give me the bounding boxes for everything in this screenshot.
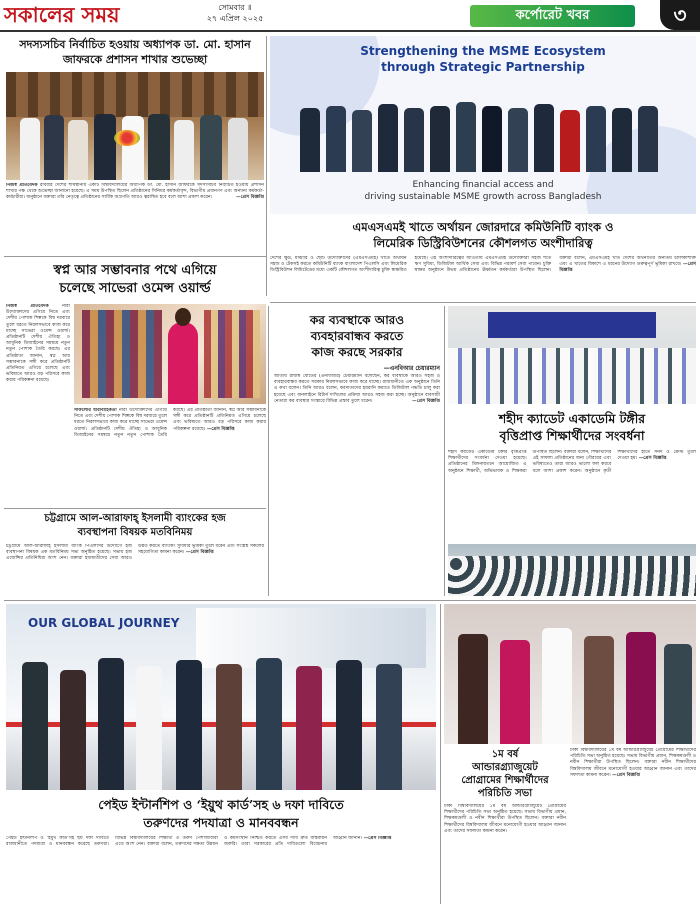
story4-attribution: —এনবিআর চেয়ারম্যান	[383, 365, 440, 372]
stage-banner	[488, 312, 656, 338]
masthead-logo: সকালের সময়	[4, 2, 120, 27]
person	[228, 118, 248, 180]
person	[584, 636, 614, 744]
story5-footer: —প্রেস বিজ্ঞপ্তি	[185, 550, 214, 556]
person	[136, 666, 162, 790]
person	[94, 114, 116, 180]
story3-headline-line2: চলেছে সাভেরা ওমেন্স ওয়ার্ল্ড	[59, 281, 211, 296]
banner-sub-1: Enhancing financial access and	[412, 180, 554, 190]
story8-body	[6, 836, 436, 906]
story2-photo-banner	[270, 36, 696, 214]
story5-body	[6, 544, 264, 596]
person	[612, 108, 632, 172]
story4-headline-line1: কর ব্যবস্থাকে আরও	[309, 313, 405, 327]
person	[626, 632, 656, 744]
story6-photo	[448, 306, 696, 404]
clothing-rack	[204, 310, 260, 398]
story1-body-text: রবিবার দেশের শীর্ষস্থানীয় একটি বিশ্ববিদ্যালয়ের অধ্যাপক ডা. মো. হাসান জাফরকে সদস্যসচিব নির্বাচিত হওয়ায় প্রশাসন শাখার পক্ষ থেকে শুভেচ্ছা জানানো হয়েছে। এ সময় উপস্থিত ছিলেন প্রতিষ্ঠানের সিনিয়র কর্মকর্তাবৃন্দ, বিভাগীয় প্রধানগণ এবং অন্যান্য কর্মকর্তা-কর্মচারীরা। অনুষ্ঠানে বক্তারা তাঁর নেতৃত্বে প্রতিষ্ঠানের সার্বিক অগ্রগতি আরও ত্বরান্বিত হবে বলে আশা প্রকাশ করেন।	[6, 183, 264, 201]
person	[122, 116, 144, 180]
bouquet	[114, 130, 140, 146]
person	[352, 110, 372, 172]
story2-headline-line2: লিমেরিক ডিস্ট্রিবিউশনের কৌশলগত অংশীদারিত্ব	[373, 236, 593, 250]
section-divider	[4, 256, 266, 257]
story5-headline-line1: চট্টগ্রামে আল-আরাফাহ্ ইসলামী ব্যাংকের হজ	[44, 513, 226, 524]
story3-footer: —প্রেস বিজ্ঞপ্তি	[206, 426, 235, 432]
person	[256, 658, 282, 790]
story2-body-text: দেশের ক্ষুদ্র, মাঝারি ও ছোট উদ্যোক্তাদের (এমএসএমই) খাতে অর্থায়ন সহজ ও টেকসই করতে কমিউনিটি ব্যাংক বাংলাদেশ পিএলসি এবং লিমেরিক ডিস্ট্রিবিউশন লিমিটেডের মধ্যে একটি কৌশলগত অংশীদারিত্ব চুক্তি স্বাক্ষরিত হয়েছে। এই অংশীদারিত্বের আওতায় এমএসএমই উদ্যোক্তারা সহজ শর্তে ঋণ সুবিধা, ডিজিটাল আর্থিক সেবা এবং বিভিন্ন পরামর্শ সেবা পাবেন। চুক্তি স্বাক্ষর অনুষ্ঠানে উভয় প্রতিষ্ঠানের ঊর্ধ্বতন কর্মকর্তারা উপস্থিত ছিলেন। বক্তারা বলেন, এমএসএমই খাত দেশের অর্থনীতির অন্যতম চালিকাশক্তি এবং এ খাতের বিকাশে এ ধরনের উদ্যোগ গুরুত্বপূর্ণ ভূমিকা রাখবে।	[270, 256, 696, 274]
story3-byline: নিজস্ব প্রতিবেদক	[6, 304, 49, 309]
story7-headline-line1: ১ম বর্ষ	[491, 749, 519, 760]
person	[176, 660, 202, 790]
person	[586, 106, 606, 172]
backdrop-panel	[196, 608, 426, 668]
person	[60, 670, 86, 790]
story7-body-left	[444, 804, 566, 904]
story4-body	[274, 374, 440, 596]
column-divider	[266, 36, 267, 296]
audience-rows	[448, 348, 696, 404]
story3-body-text: নারী উদ্যোক্তাদের এগিয়ে নিতে এবং দেশীয় পোশাক শিল্পকে বিশ্ব দরবারে তুলে ধরতে নিরলসভাবে কাজ করে যাচ্ছে সাভেরা ওমেন্স ওয়ার্ল্ড। প্রতিষ্ঠানটি দেশীয় ঐতিহ্য ও আধুনিক ডিজাইনের সমন্বয়ে নতুন নতুন পোশাক তৈরি করছে। এর প্রতিষ্ঠাতা জানান, স্বপ্ন আর সম্ভাবনাকে সঙ্গী করে প্রতিষ্ঠানটি প্রতিনিয়ত এগিয়ে চলেছে এবং ভবিষ্যতে আরও বড় পরিসরে কাজ করার পরিকল্পনা রয়েছে।	[6, 304, 70, 384]
story6-photo-crowd	[448, 544, 696, 596]
story4-footer: —প্রেস বিজ্ঞপ্তি	[412, 398, 440, 404]
story7-body-text-cont: ঢাকা বিশ্ববিদ্যালয়ের ১ম বর্ষ আন্ডারগ্র্যাজুয়েট প্রোগ্রামের শিক্ষার্থীদের পরিচিতি সভা অনুষ্ঠিত হয়েছে। সভায় বিভাগীয় প্রধান, শিক্ষকমণ্ডলী ও নবীন শিক্ষার্থীরা উপস্থিত ছিলেন। বক্তারা নবীন শিক্ষার্থীদের বিশ্ববিদ্যালয় জীবনে মনোযোগী হওয়ার আহ্বান জানান এবং তাদের সফলতা কামনা করেন।	[570, 748, 696, 778]
story8-headline-line1: পেইড ইন্টার্নশিপ ও ‘ইয়ুথ কার্ড’সহ ৬ দফা দাবিতে	[98, 797, 344, 812]
story4-body-text: জাতীয় রাজস্ব বোর্ডের (এনবিআর) চেয়ারম্যান বলেছেন, কর ব্যবস্থাকে আরও সহজ ও ব্যবহারবান্ধব করতে সরকার নিরলসভাবে কাজ করে যাচ্ছে। রাজধানীতে এক অনুষ্ঠানে তিনি এ কথা বলেন। তিনি আরও বলেন, করদাতাদের হয়রানি কমাতে ডিজিটাল পদ্ধতি চালু করা হয়েছে এবং অনলাইনে রিটার্ন দাখিলের প্রক্রিয়া আরও সহজ করা হচ্ছে। অনুষ্ঠানে ব্যবসায়ী নেতারা কর ব্যবস্থার সংস্কারে বিভিন্ন প্রস্তাব তুলে ধরেন।	[274, 374, 440, 404]
person	[458, 634, 488, 744]
person	[300, 108, 320, 172]
story3-subhead: সাফল্যের ধারাবাহিকতা	[74, 408, 117, 413]
person	[336, 660, 362, 790]
person	[376, 664, 402, 790]
person	[542, 628, 572, 744]
person	[560, 110, 580, 172]
header-date	[150, 2, 320, 27]
story8-photo	[6, 604, 436, 790]
story7-footer: —প্রেস বিজ্ঞপ্তি	[612, 772, 641, 778]
page-number: ৩	[660, 0, 700, 30]
story8-headline-line2: তরুণদের পদযাত্রা ও মানববন্ধন	[143, 815, 299, 830]
section-label-corporate: কর্পোরেট খবর	[470, 5, 635, 27]
story6-body	[448, 450, 696, 540]
person	[508, 108, 528, 172]
person	[200, 115, 222, 180]
person	[500, 640, 530, 744]
story3-headline-line1: স্বপ্ন আর সম্ভাবনার পথে এগিয়ে	[53, 263, 217, 278]
header-divider	[0, 30, 700, 32]
story6-body-text: শহীদ ক্যাডেট একাডেমি টঙ্গীর বৃত্তিপ্রাপ্ত শিক্ষার্থীদের সংবর্ধনা দেওয়া হয়েছে। প্রতিষ্ঠানের মিলনায়তনে আয়োজিত এ অনুষ্ঠানে শিক্ষার্থী, অভিভাবক ও শিক্ষকরা উপস্থিত ছিলেন। বক্তারা বলেন, শিক্ষার্থীদের এই সাফল্য প্রতিষ্ঠানের জন্য গৌরবের এবং ভবিষ্যতেও তারা আরও ভালো ফল করবে বলে আশা প্রকাশ করেন। অনুষ্ঠানে কৃতী শিক্ষার্থীদের হাতে সনদ ও ক্রেস্ট তুলে দেওয়া হয়।	[448, 450, 696, 474]
shelf-backdrop	[6, 72, 264, 117]
story1-body	[6, 183, 264, 253]
banner-sub-2: driving sustainable MSME growth across Bangladesh	[364, 192, 602, 202]
column-divider	[268, 306, 269, 596]
story7-headline-line4: পরিচিতি সভা	[477, 788, 533, 799]
story8-footer: —প্রেস বিজ্ঞপ্তি	[363, 836, 392, 841]
story5-body-text: চট্টগ্রামে আল-আরাফাহ্ ইসলামী ব্যাংক পিএলসির উদ্যোগে হজ ব্যবস্থাপনা বিষয়ক এক মতবিনিময় সভা অনুষ্ঠিত হয়েছে। সভায় হজ এজেন্সির প্রতিনিধিরা অংশ নেন। বক্তারা হজযাত্রীদের সেবা আরও উন্নত করতে ব্যাংকিং সুবিধার ভূমিকা তুলে ধরেন এবং সংশ্লিষ্ট সকলের সহযোগিতা কামনা করেন।	[6, 544, 264, 562]
story7-headline-line3: প্রোগ্রামের শিক্ষার্থীদের	[461, 775, 549, 786]
story3-photo	[74, 304, 266, 404]
person	[148, 114, 170, 180]
woman-head	[175, 308, 191, 326]
story8-body-text: পেইড ইন্টার্নশিপ ও ‘ইয়ুথ কার্ড’সহ ছয় দফা দাবিতে রাজধানীতে পদযাত্রা ও মানববন্ধন করেছে তরুণরা। বিভিন্ন বিশ্ববিদ্যালয়ের শিক্ষার্থী ও তরুণ পেশাজীবীরা এতে অংশ নেন। বক্তারা বলেন, তরুণদের দক্ষতা উন্নয়ন ও কর্মসংস্থান নিশ্চিত করতে এসব দাবি দ্রুত বাস্তবায়ন জরুরি। তারা সরকারের প্রতি দাবিগুলো বিবেচনার আহ্বান জানান।	[6, 836, 363, 848]
person	[664, 644, 692, 744]
banner-title-1: Strengthening the MSME Ecosystem	[360, 44, 606, 58]
story7-photo	[444, 604, 696, 744]
column-divider	[444, 306, 445, 596]
story6-footer: —প্রেস বিজ্ঞপ্তি	[638, 456, 667, 462]
header-weekday: সোমবার ॥	[218, 3, 252, 12]
story1-byline: নিজস্ব প্রতিবেদক	[6, 183, 38, 188]
person	[482, 106, 502, 172]
section-divider	[4, 508, 266, 509]
woman-figure	[168, 322, 198, 404]
people-group	[300, 98, 666, 172]
column-divider	[440, 604, 441, 904]
person	[216, 664, 242, 790]
person	[326, 106, 346, 172]
person	[378, 104, 398, 172]
person	[174, 120, 194, 180]
person	[98, 658, 124, 790]
person	[638, 106, 658, 172]
story5-headline-line2: ব্যবস্থাপনা বিষয়ক মতবিনিময়	[77, 527, 193, 538]
photo-banner-text: OUR GLOBAL JOURNEY	[28, 616, 180, 630]
person	[430, 106, 450, 172]
story7-body-text: ঢাকা বিশ্ববিদ্যালয়ের ১ম বর্ষ আন্ডারগ্র্যাজুয়েট প্রোগ্রামের শিক্ষার্থীদের পরিচিতি সভা অনুষ্ঠিত হয়েছে। সভায় বিভাগীয় প্রধান, শিক্ষকমণ্ডলী ও নবীন শিক্ষার্থীরা উপস্থিত ছিলেন। বক্তারা নবীন শিক্ষার্থীদের বিশ্ববিদ্যালয় জীবনে মনোযোগী হওয়ার আহ্বান জানান এবং তাদের সফলতা কামনা করেন।	[444, 804, 566, 834]
person	[20, 118, 40, 180]
section-divider	[270, 302, 696, 303]
story1-footer: —প্রেস বিজ্ঞপ্তি	[236, 195, 264, 201]
story1-headline-line1: সদস্যসচিব নির্বাচিত হওয়ায় অধ্যাপক ডা. মো. হাসান	[19, 38, 251, 51]
story2-body	[270, 256, 696, 300]
person	[44, 115, 64, 180]
story1-photo	[6, 72, 264, 180]
story1-headline	[6, 37, 264, 67]
person	[456, 102, 476, 172]
story1-headline-line2: জাফরকে প্রশাসন শাখার শুভেচ্ছা	[62, 53, 208, 66]
person	[404, 108, 424, 172]
story3-body-text-cont: নারী উদ্যোক্তাদের এগিয়ে নিতে এবং দেশীয় পোশাক শিল্পকে বিশ্ব দরবারে তুলে ধরতে নিরলসভাবে কাজ করে যাচ্ছে সাভেরা ওমেন্স ওয়ার্ল্ড। প্রতিষ্ঠানটি দেশীয় ঐতিহ্য ও আধুনিক ডিজাইনের সমন্বয়ে নতুন নতুন পোশাক তৈরি করছে। এর প্রতিষ্ঠাতা জানান, স্বপ্ন আর সম্ভাবনাকে সঙ্গী করে প্রতিষ্ঠানটি প্রতিনিয়ত এগিয়ে চলেছে এবং ভবিষ্যতে আরও বড় পরিসরে কাজ করার পরিকল্পনা রয়েছে।	[74, 408, 266, 438]
story2-footer: —প্রেস বিজ্ঞপ্তি	[559, 262, 696, 274]
banner-title-2: through Strategic Partnership	[381, 60, 585, 74]
person	[296, 666, 322, 790]
story3-body-right	[74, 408, 266, 504]
story4-headline-line2: ব্যবহারবান্ধব করতে	[310, 329, 404, 343]
story3-body-left	[6, 304, 70, 504]
story4-headline-line3: কাজ করছে সরকার	[311, 345, 403, 359]
story6-headline-line1: শহীদ ক্যাডেট একাডেমি টঙ্গীর	[498, 411, 646, 426]
story2-headline-line1: এমএসএমই খাতে অর্থায়ন জোরদারে কমিউনিটি ব্যাংক ও	[352, 220, 614, 234]
section-divider	[4, 600, 696, 601]
crowd	[448, 556, 696, 596]
person	[22, 662, 48, 790]
header-date-text: ২৭ এপ্রিল ২০২৫	[206, 14, 264, 23]
story6-headline-line2: বৃত্তিপ্রাপ্ত শিক্ষার্থীদের সংবর্ধনা	[499, 428, 645, 443]
story7-headline-line2: আন্ডারগ্র্যাজুয়েট	[472, 762, 538, 773]
story7-body-right	[570, 748, 696, 904]
clothing-rack	[82, 310, 162, 398]
person	[68, 120, 88, 180]
person	[534, 104, 554, 172]
